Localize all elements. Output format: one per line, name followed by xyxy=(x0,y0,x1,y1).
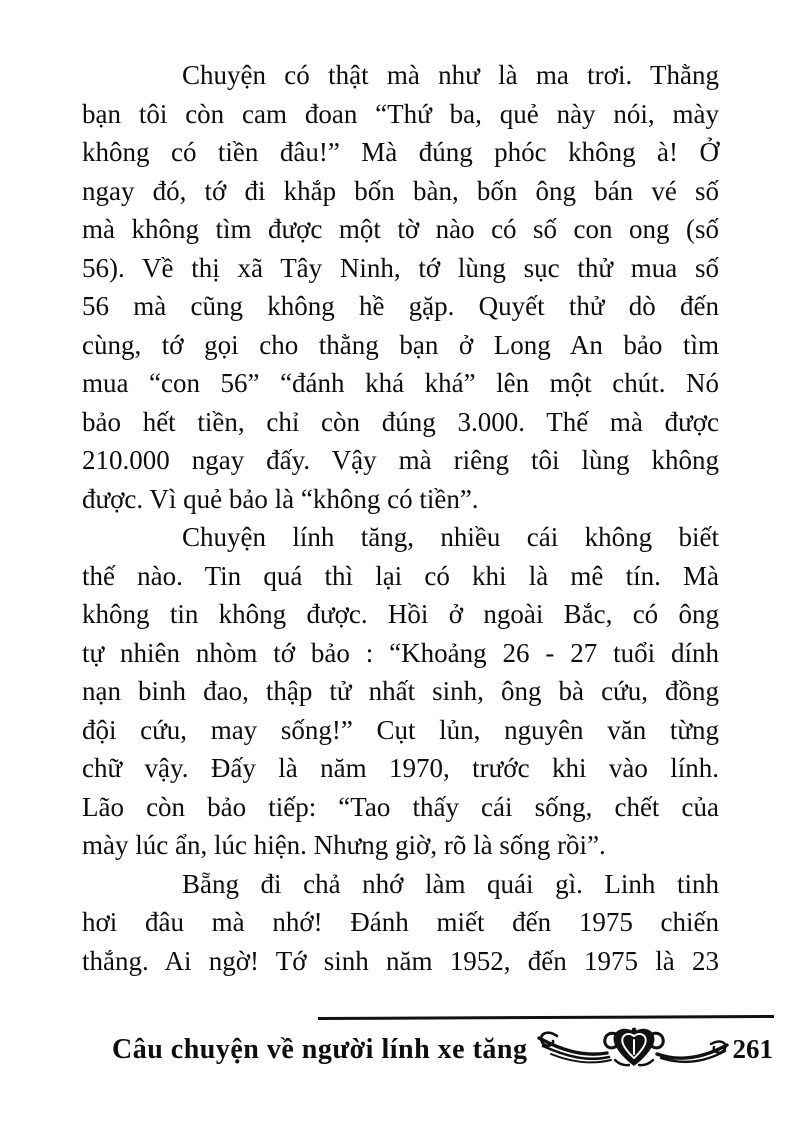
text-line: bạn tôi còn cam đoan “Thứ ba, quẻ này nói, mày xyxy=(82,98,719,129)
text-line: 56). Về thị xã Tây Ninh, tớ lùng sục thử mua số xyxy=(82,252,719,283)
text-line: được. Vì quẻ bảo là “không có tiền”. xyxy=(82,483,479,514)
text-line: 210.000 ngay đấy. Vậy mà riêng tôi lùng không xyxy=(82,445,719,475)
flourish-ornament-icon xyxy=(535,1024,731,1077)
text-line: đội cứu, may sống!” Cụt lủn, nguyên văn từng xyxy=(82,714,719,745)
text-line: ngay đó, tớ đi khắp bốn bàn, bốn ông bán vé số xyxy=(82,175,719,206)
text-line: cùng, tớ gọi cho thằng bạn ở Long An bảo tìm xyxy=(82,329,719,360)
text-line: không có tiền đâu!” Mà đúng phóc không à! Ở xyxy=(82,137,719,167)
text-line: không tin không được. Hồi ở ngoài Bắc, có ông xyxy=(82,599,719,629)
chapter-title: Câu chuyện về người lính xe tăng xyxy=(112,1033,528,1065)
text-line: thế nào. Tin quá thì lại có khi là mê tín. Mà xyxy=(82,560,719,591)
text-line: Bẵng đi chả nhớ làm quái gì. Linh tinh xyxy=(182,868,719,899)
page-body-text xyxy=(82,56,719,980)
page-number: 261 xyxy=(732,1034,773,1064)
text-line: bảo hết tiền, chỉ còn đúng 3.000. Thế mà được xyxy=(82,406,719,437)
text-line: tự nhiên nhòm tớ bảo : “Khoảng 26 - 27 tuổi dính xyxy=(82,637,719,668)
text-line: thắng. Ai ngờ! Tớ sinh năm 1952, đến 1975 là 23 xyxy=(82,945,719,976)
paragraph xyxy=(82,865,719,981)
text-line: hơi đâu mà nhớ! Đánh miết đến 1975 chiến xyxy=(82,907,719,937)
text-line: Chuyện lính tăng, nhiều cái không biết xyxy=(182,522,719,552)
text-line: Chuyện có thật mà như là ma trơi. Thằng xyxy=(182,60,719,90)
paragraph xyxy=(82,518,719,865)
text-line: Lão còn bảo tiếp: “Tao thấy cái sống, chết của xyxy=(82,791,719,822)
text-line: chữ vậy. Đấy là năm 1970, trước khi vào lính. xyxy=(82,753,719,783)
page-footer xyxy=(112,1022,772,1077)
footer-rule xyxy=(318,1015,774,1020)
text-line: mua “con 56” “đánh khá khá” lên một chút. Nó xyxy=(82,368,719,398)
text-line: 56 mà cũng không hề gặp. Quyết thử dò đến xyxy=(82,291,719,321)
text-line: mà không tìm được một tờ nào có số con ong (số xyxy=(82,214,719,244)
text-line: nạn binh đao, thập tử nhất sinh, ông bà cứu, đồng xyxy=(82,676,719,706)
text-line: mày lúc ẩn, lúc hiện. Nhưng giờ, rõ là sống rồi”. xyxy=(82,830,606,860)
paragraph xyxy=(82,56,719,518)
